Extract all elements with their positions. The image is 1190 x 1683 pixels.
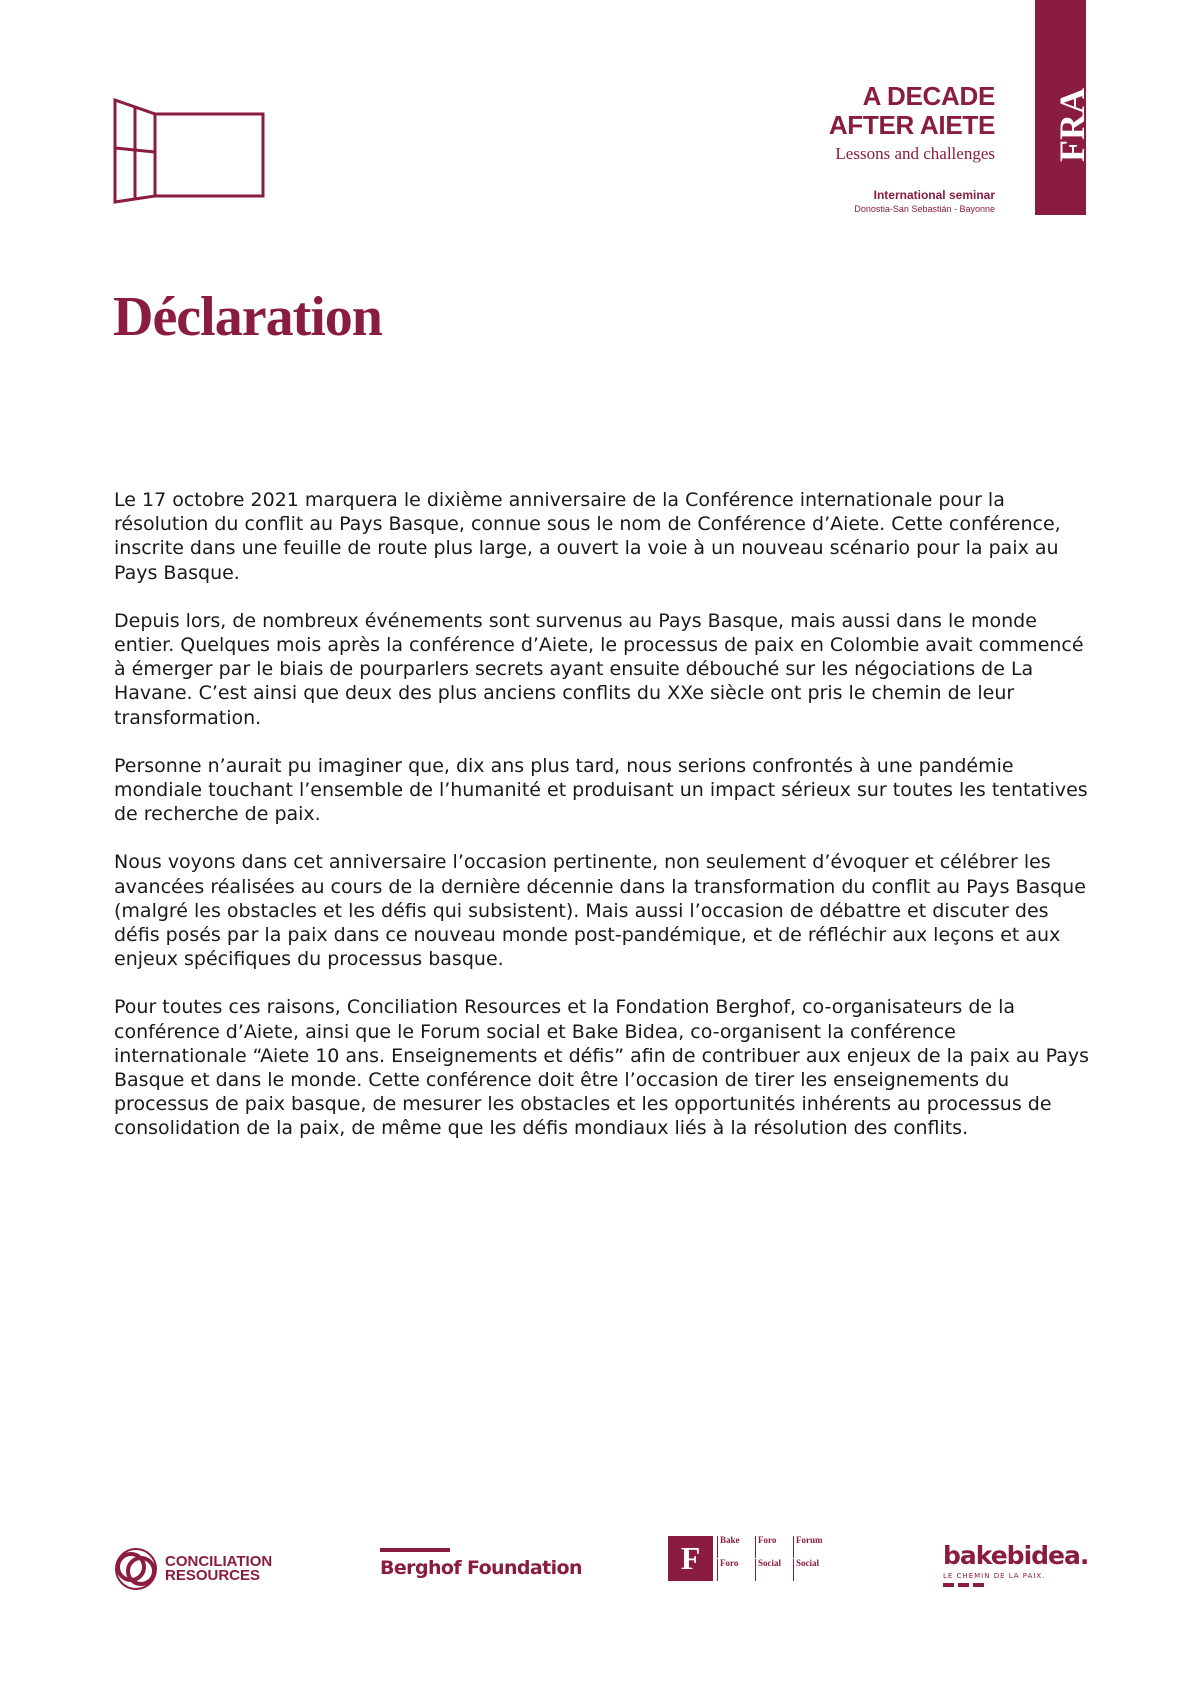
bakebidea-tagline: LE CHEMIN DE LA PAIX. (943, 1572, 1046, 1580)
forum-cell: Bake (717, 1536, 754, 1558)
language-tab (1035, 0, 1092, 215)
forum-cell: Forum (793, 1536, 830, 1558)
bakebidea-bars (943, 1583, 1088, 1587)
conciliation-line2: RESOURCES (165, 1567, 261, 1584)
conciliation-resources-logo (113, 1545, 272, 1593)
forum-cell: Foro (717, 1559, 754, 1581)
forum-cell: Social (755, 1559, 792, 1581)
paragraph: Pour toutes ces raisons, Conciliation Resources et la Fondation Berghof, co-organisateurs de la conférence d’Aiete, ainsi que le Forum social et Bake Bidea, co-organisent la conférence internationale “Aiete 10 ans. Enseignements et défis” afin de contribuer aux enjeux de la paix au Pays Basque et dans le monde. Cette conférence doit être l’occasion de tirer les enseignements du processus de paix basque, de mesurer les obstacles et les opportunités inhérents au processus de consolidation de la paix, de même que les défis mondiaux liés à la résolution des conflits. (114, 996, 1090, 1140)
paragraph: Personne n’aurait pu imaginer que, dix ans plus tard, nous serions confrontés à une pandémie mondiale touchant l’ensemble de l’humanité et produisant un impact sérieux sur toutes les tentatives de recherche de paix. (114, 754, 1088, 826)
language-code: FRA (1052, 88, 1092, 162)
event-type: International seminar (873, 188, 995, 202)
event-title-line2: AFTER AIETE (828, 110, 995, 140)
conciliation-line1: CONCILIATION (165, 1553, 273, 1570)
event-title-line1: A DECADE (862, 81, 995, 111)
declaration-body (114, 488, 1089, 1165)
paragraph: Depuis lors, de nombreux événements sont survenus au Pays Basque, mais aussi dans le monde entier. Quelques mois après la conférence d’Aiete, le processus de paix en Colombie avait commencé à émerger par le biais de pourparlers secrets ayant ensuite débouché sur les négociations de La Havane. C’est ainsi que deux des plus anciens conflits du XXe siècle ont pris le chemin de leur transformation. (114, 609, 1084, 729)
berghof-name: Berghof Foundation (380, 1557, 582, 1579)
event-subtitle: Lessons and challenges (835, 144, 995, 163)
forum-cell: Social (793, 1559, 830, 1581)
event-location: Donostia-San Sebastián - Bayonne (854, 204, 995, 214)
bakebidea-logo (943, 1543, 1088, 1587)
berghof-foundation-logo (380, 1548, 582, 1579)
berghof-bar (380, 1548, 450, 1552)
event-header (829, 82, 995, 214)
interlocking-rings-icon (113, 1545, 161, 1593)
forum-f-mark: F (668, 1536, 713, 1581)
bakebidea-name: bakebidea. (943, 1541, 1089, 1570)
forum-cell: Foro (755, 1536, 792, 1558)
open-window-icon (113, 98, 265, 204)
paragraph: Nous voyons dans cet anniversaire l’occasion pertinente, non seulement d’évoquer et célébrer les avancées réalisées au cours de la dernière décennie dans la transformation du conflit au Pays Basque (malgré les obstacles et les défis qui subsistent). Mais aussi l’occasion de débattre et discuter des défis posés par la paix dans ce nouveau monde post-pandémique, et de réfléchir aux leçons et aux enjeux spécifiques du processus basque. (114, 851, 1086, 971)
forum-social-logo (668, 1536, 830, 1581)
page-title: Déclaration (113, 286, 382, 348)
paragraph: Le 17 octobre 2021 marquera le dixième anniversaire de la Conférence internationale pour la résolution du conflit au Pays Basque, connue sous le nom de Conférence d’Aiete. Cette conférence, inscrite dans une feuille de route plus large, a ouvert la voie à un nouveau scénario pour la paix au Pays Basque. (114, 489, 1061, 584)
forum-name-grid (717, 1536, 830, 1581)
